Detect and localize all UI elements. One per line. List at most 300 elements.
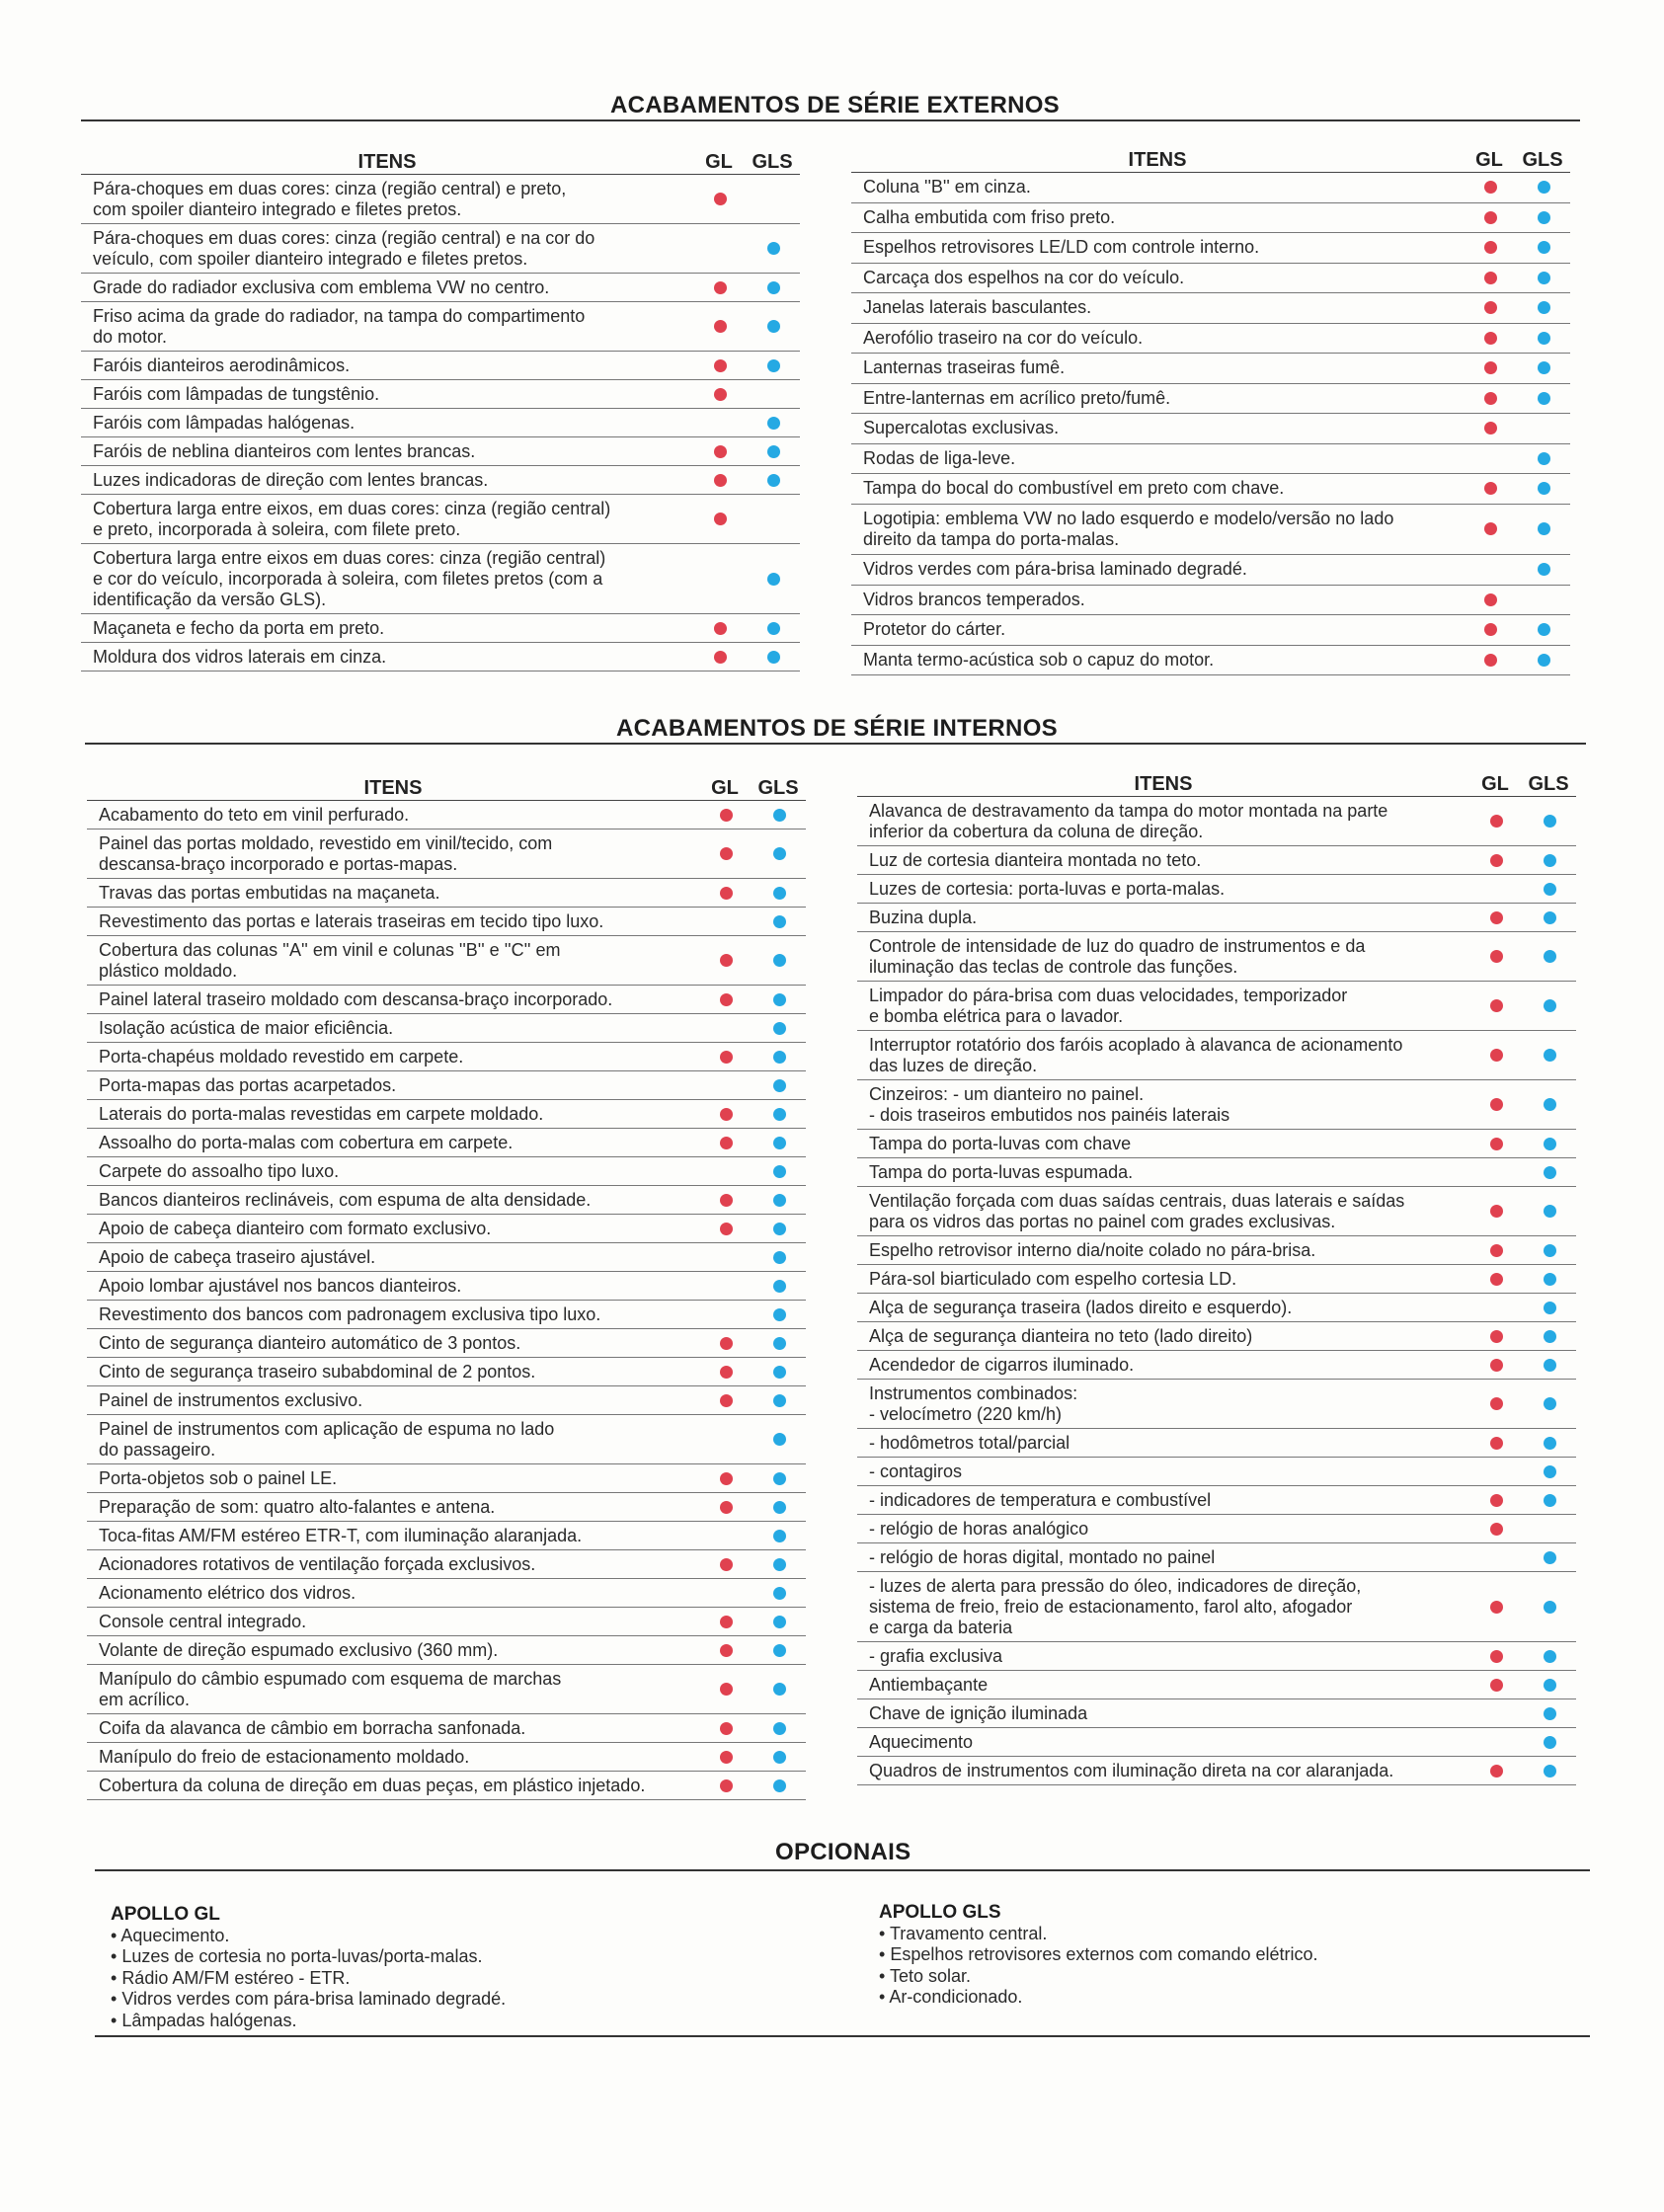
gls-included-dot <box>1544 1330 1556 1343</box>
gls-cell <box>1523 1707 1576 1720</box>
item-text: Limpador do pára-brisa com duas velocidades, temporizador e bomba elétrica para o lavador. <box>869 985 1348 1026</box>
gls-included-dot <box>773 1779 786 1792</box>
item-text: Vidros verdes com pára-brisa laminado degradé. <box>863 559 1247 580</box>
gl-cell <box>1469 1359 1523 1372</box>
gls-cell <box>1523 1397 1576 1410</box>
gl-cell <box>1469 1523 1523 1536</box>
gls-cell <box>1523 1166 1576 1179</box>
table-row <box>87 1329 806 1358</box>
gl-cell <box>699 1366 753 1379</box>
gls-included-dot <box>1544 1601 1556 1614</box>
table-row <box>851 444 1570 475</box>
table-row <box>81 175 800 224</box>
table-row <box>857 1130 1576 1158</box>
table-row <box>87 936 806 986</box>
gls-cell <box>753 1022 806 1035</box>
gls-cell <box>747 573 800 586</box>
item-text: Faróis com lâmpadas de tungstênio. <box>93 383 380 404</box>
gls-cell <box>1523 883 1576 896</box>
gls-included-dot <box>1544 1049 1556 1062</box>
gls-included-dot <box>773 1051 786 1064</box>
item-text: Antiembaçante <box>869 1674 989 1695</box>
table-row <box>87 1665 806 1714</box>
table-row <box>81 643 800 672</box>
gl-included-dot <box>714 474 727 487</box>
gl-included-dot <box>1490 1273 1503 1286</box>
table-row <box>857 797 1576 846</box>
gl-cell <box>1469 1679 1523 1692</box>
table-row <box>851 586 1570 616</box>
item-text: Acionamento elétrico dos vidros. <box>99 1582 357 1603</box>
table-row <box>87 1493 806 1522</box>
gls-cell <box>753 1530 806 1542</box>
gl-cell <box>693 445 747 458</box>
gl-cell <box>1464 181 1517 194</box>
gls-cell <box>1523 1437 1576 1450</box>
gls-included-dot <box>1544 1494 1556 1507</box>
item-text: Revestimento dos bancos com padronagem exclusiva tipo luxo. <box>99 1304 601 1324</box>
item-text: Cobertura da coluna de direção em duas peças, em plástico injetado. <box>99 1775 646 1795</box>
gls-cell <box>1517 392 1570 405</box>
gl-included-dot <box>1484 332 1497 345</box>
gls-included-dot <box>1538 272 1550 284</box>
gl-cell <box>693 474 747 487</box>
gl-cell <box>699 1137 753 1149</box>
gls-cell <box>753 1616 806 1628</box>
gls-included-dot <box>1544 1707 1556 1720</box>
gl-included-dot <box>1490 1523 1503 1536</box>
gl-cell <box>699 1051 753 1064</box>
table-row <box>857 1380 1576 1429</box>
item-text: Painel de instrumentos com aplicação de espuma no lado do passageiro. <box>99 1418 555 1460</box>
gls-included-dot <box>1544 1302 1556 1314</box>
externos-title: ACABAMENTOS DE SÉRIE EXTERNOS <box>610 92 1060 118</box>
gl-cell <box>699 1337 753 1350</box>
table-row <box>857 1080 1576 1130</box>
gl-included-dot <box>1484 301 1497 314</box>
gl-cell <box>1469 1765 1523 1778</box>
table-row <box>87 801 806 830</box>
column-header-gl: GL <box>705 151 733 173</box>
gl-included-dot <box>1484 272 1497 284</box>
gls-cell <box>753 1366 806 1379</box>
gls-cell <box>753 1433 806 1446</box>
gl-cell <box>699 954 753 967</box>
table-row <box>87 986 806 1014</box>
gls-included-dot <box>1538 181 1550 194</box>
gl-cell <box>1464 332 1517 345</box>
gl-cell <box>699 1683 753 1696</box>
gls-included-dot <box>773 809 786 822</box>
gls-included-dot <box>1544 1205 1556 1218</box>
item-text: Cinzeiros: - um dianteiro no painel. - dois traseiros embutidos nos painéis laterais <box>869 1083 1230 1125</box>
item-text: Cinto de segurança traseiro subabdominal de 2 pontos. <box>99 1361 536 1382</box>
table-row <box>857 1158 1576 1187</box>
table-row <box>87 1522 806 1550</box>
gls-cell <box>753 1108 806 1121</box>
list-item: • Lâmpadas halógenas. <box>111 2011 753 2032</box>
gls-cell <box>1523 1650 1576 1663</box>
gls-cell <box>753 1394 806 1407</box>
gls-cell <box>753 1165 806 1178</box>
item-text: Acionadores rotativos de ventilação forçada exclusivos. <box>99 1553 536 1574</box>
gl-cell <box>1464 593 1517 606</box>
gl-included-dot <box>1490 1650 1503 1663</box>
gl-cell <box>1469 1244 1523 1257</box>
table-row <box>87 1464 806 1493</box>
gls-cell <box>1523 1601 1576 1614</box>
item-text: Bancos dianteiros reclináveis, com espuma de alta densidade. <box>99 1189 592 1210</box>
gl-included-dot <box>720 847 733 860</box>
gls-included-dot <box>773 1683 786 1696</box>
item-text: Alça de segurança dianteira no teto (lado direito) <box>869 1325 1253 1346</box>
item-text: Porta-mapas das portas acarpetados. <box>99 1074 397 1095</box>
gls-cell <box>747 474 800 487</box>
column-header-gls: GLS <box>1522 149 1563 171</box>
gls-cell <box>1523 1098 1576 1111</box>
item-text: - relógio de horas analógico <box>869 1518 1089 1539</box>
item-text: Pára-choques em duas cores: cinza (região central) e na cor do veículo, com spoiler dianteiro integrado e filetes pretos. <box>93 227 595 269</box>
table-row <box>857 904 1576 932</box>
table-row <box>87 1215 806 1243</box>
column-header-itens: ITENS <box>1134 773 1193 795</box>
gl-cell <box>699 1779 753 1792</box>
gl-included-dot <box>1484 392 1497 405</box>
gl-cell <box>1469 854 1523 867</box>
item-text: Manípulo do freio de estacionamento moldado. <box>99 1746 470 1767</box>
item-text: Alça de segurança traseira (lados direito e esquerdo). <box>869 1297 1293 1317</box>
gls-included-dot <box>773 1616 786 1628</box>
gl-included-dot <box>720 1194 733 1207</box>
gls-included-dot <box>1538 563 1550 576</box>
gl-included-dot <box>720 1223 733 1235</box>
gls-cell <box>753 809 806 822</box>
item-text: Tampa do bocal do combustível em preto com chave. <box>863 478 1285 499</box>
gls-cell <box>753 1337 806 1350</box>
gls-cell <box>1523 1273 1576 1286</box>
gls-cell <box>753 1223 806 1235</box>
opcionais-title: OPCIONAIS <box>775 1839 911 1865</box>
externos-left-table <box>81 148 800 672</box>
gls-included-dot <box>1544 1359 1556 1372</box>
list-item: • Ar-condicionado. <box>879 1987 1521 2009</box>
gls-included-dot <box>1538 361 1550 374</box>
gls-included-dot <box>1544 1244 1556 1257</box>
gls-cell <box>1523 999 1576 1012</box>
gls-cell <box>753 1722 806 1735</box>
item-text: Lanternas traseiras fumê. <box>863 357 1066 378</box>
item-text: Cobertura larga entre eixos, em duas cores: cinza (região central) e preto, incorporada à soleira, com filete preto. <box>93 498 611 539</box>
gls-included-dot <box>767 417 780 430</box>
table-row <box>857 1322 1576 1351</box>
table-row <box>851 414 1570 444</box>
item-text: Laterais do porta-malas revestidas em carpete moldado. <box>99 1103 544 1124</box>
gl-included-dot <box>1484 181 1497 194</box>
gl-cell <box>1464 623 1517 636</box>
gls-included-dot <box>1544 815 1556 828</box>
item-text: Grade do radiador exclusiva com emblema VW no centro. <box>93 276 550 297</box>
list-item: • Vidros verdes com pára-brisa laminado degradé. <box>111 1989 753 2011</box>
gl-cell <box>699 993 753 1006</box>
gls-included-dot <box>1538 654 1550 667</box>
gls-cell <box>753 915 806 928</box>
gl-cell <box>1469 1397 1523 1410</box>
gl-included-dot <box>720 1683 733 1696</box>
gls-included-dot <box>1538 452 1550 465</box>
item-text: Luz de cortesia dianteira montada no teto. <box>869 849 1202 870</box>
gls-cell <box>753 887 806 900</box>
gl-cell <box>699 1194 753 1207</box>
item-text: Aquecimento <box>869 1731 974 1752</box>
gls-cell <box>753 1558 806 1571</box>
gls-cell <box>753 1137 806 1149</box>
gl-included-dot <box>1484 211 1497 224</box>
table-row <box>851 646 1570 676</box>
table-row <box>87 908 806 936</box>
item-text: Cinto de segurança dianteiro automático de 3 pontos. <box>99 1332 521 1353</box>
gls-included-dot <box>773 1165 786 1178</box>
gls-included-dot <box>773 1337 786 1350</box>
table-row <box>857 1294 1576 1322</box>
item-text: Chave de ignição iluminada <box>869 1702 1088 1723</box>
table-header <box>81 148 800 175</box>
table-row <box>857 1458 1576 1486</box>
list-item: • Teto solar. <box>879 1966 1521 1988</box>
gls-cell <box>1523 1465 1576 1478</box>
gl-included-dot <box>1484 593 1497 606</box>
item-text: Pára-choques em duas cores: cinza (região central) e preto, com spoiler dianteiro integrado e filetes pretos. <box>93 178 567 219</box>
table-row <box>81 352 800 380</box>
gl-included-dot <box>720 1366 733 1379</box>
table-row <box>87 1608 806 1636</box>
gl-included-dot <box>714 281 727 294</box>
gls-included-dot <box>773 1223 786 1235</box>
opcionais-gls <box>879 1902 1521 2009</box>
table-row <box>851 233 1570 264</box>
gls-included-dot <box>1544 1138 1556 1150</box>
gl-cell <box>699 1722 753 1735</box>
item-text: Console central integrado. <box>99 1611 307 1631</box>
item-text: Coifa da alavanca de câmbio em borracha sanfonada. <box>99 1717 526 1738</box>
gl-cell <box>1469 1650 1523 1663</box>
gls-cell <box>753 1472 806 1485</box>
column-header-gls: GLS <box>752 151 793 173</box>
gls-included-dot <box>1538 211 1550 224</box>
table-row <box>857 1699 1576 1728</box>
table-row <box>81 466 800 495</box>
gls-cell <box>1523 1138 1576 1150</box>
gls-included-dot <box>773 1530 786 1542</box>
table-row <box>87 1386 806 1415</box>
gls-included-dot <box>1544 1397 1556 1410</box>
gl-cell <box>1464 241 1517 254</box>
table-row <box>851 615 1570 646</box>
table-row <box>87 1579 806 1608</box>
item-text: Painel de instrumentos exclusivo. <box>99 1389 363 1410</box>
gl-included-dot <box>720 1616 733 1628</box>
table-row <box>81 614 800 643</box>
gls-included-dot <box>773 993 786 1006</box>
gl-included-dot <box>1490 911 1503 924</box>
table-row <box>857 1265 1576 1294</box>
gl-cell <box>693 622 747 635</box>
table-row <box>857 1642 1576 1671</box>
item-text: Controle de intensidade de luz do quadro de instrumentos e da iluminação das teclas de controle das funções. <box>869 935 1366 977</box>
gl-included-dot <box>720 1501 733 1514</box>
gl-included-dot <box>1484 361 1497 374</box>
item-text: Tampa do porta-luvas com chave <box>869 1133 1132 1153</box>
table-row <box>87 1301 806 1329</box>
gls-cell <box>1523 1205 1576 1218</box>
table-row <box>87 1772 806 1800</box>
gls-cell <box>747 651 800 664</box>
opcionais-gls-title: APOLLO GLS <box>879 1902 1001 1923</box>
gls-cell <box>1523 1330 1576 1343</box>
item-text: Apoio de cabeça dianteiro com formato exclusivo. <box>99 1218 492 1238</box>
item-text: Espelho retrovisor interno dia/noite colado no pára-brisa. <box>869 1239 1316 1260</box>
gl-cell <box>1469 1437 1523 1450</box>
gl-included-dot <box>1484 623 1497 636</box>
gls-included-dot <box>773 1472 786 1485</box>
gls-included-dot <box>1538 301 1550 314</box>
gl-included-dot <box>1490 1601 1503 1614</box>
externos-right-table <box>851 146 1570 675</box>
gls-included-dot <box>773 1366 786 1379</box>
table-row <box>857 1486 1576 1515</box>
table-row <box>857 1671 1576 1699</box>
gls-included-dot <box>773 954 786 967</box>
item-text: Faróis de neblina dianteiros com lentes brancas. <box>93 440 476 461</box>
gl-cell <box>1469 1273 1523 1286</box>
item-text: Acabamento do teto em vinil perfurado. <box>99 804 410 825</box>
gls-cell <box>1523 1679 1576 1692</box>
table-row <box>87 1071 806 1100</box>
item-text: Luzes de cortesia: porta-luvas e porta-malas. <box>869 878 1226 899</box>
item-text: Porta-chapéus moldado revestido em carpete. <box>99 1046 464 1066</box>
item-text: Janelas laterais basculantes. <box>863 297 1092 318</box>
table-row <box>87 1550 806 1579</box>
gl-cell <box>1469 1049 1523 1062</box>
table-row <box>857 982 1576 1031</box>
gl-included-dot <box>1490 1494 1503 1507</box>
gls-cell <box>753 847 806 860</box>
gls-cell <box>1523 1049 1576 1062</box>
item-text: Vidros brancos temperados. <box>863 589 1085 609</box>
item-text: Coluna ''B'' em cinza. <box>863 177 1031 198</box>
gl-included-dot <box>720 1394 733 1407</box>
gl-cell <box>1469 1138 1523 1150</box>
gls-included-dot <box>773 887 786 900</box>
gls-included-dot <box>1538 623 1550 636</box>
gls-included-dot <box>1544 854 1556 867</box>
gls-cell <box>753 1280 806 1293</box>
item-text: Cobertura das colunas ''A'' em vinil e colunas ''B'' e ''C'' em plástico moldado. <box>99 939 561 981</box>
gls-cell <box>1523 854 1576 867</box>
gl-included-dot <box>1484 482 1497 495</box>
gl-included-dot <box>720 1644 733 1657</box>
table-row <box>851 474 1570 505</box>
table-row <box>81 495 800 544</box>
gls-cell <box>1517 623 1570 636</box>
table-row <box>851 384 1570 415</box>
item-text: Acendedor de cigarros iluminado. <box>869 1354 1135 1375</box>
gl-cell <box>699 1472 753 1485</box>
gl-cell <box>1469 1330 1523 1343</box>
item-text: Carpete do assoalho tipo luxo. <box>99 1160 340 1181</box>
gls-cell <box>747 281 800 294</box>
gl-included-dot <box>714 622 727 635</box>
gls-cell <box>1517 181 1570 194</box>
gl-cell <box>1464 301 1517 314</box>
table-row <box>857 1236 1576 1265</box>
gls-cell <box>1523 815 1576 828</box>
item-text: Painel lateral traseiro moldado com descansa-braço incorporado. <box>99 988 613 1009</box>
gl-included-dot <box>720 1472 733 1485</box>
gls-cell <box>753 1751 806 1764</box>
opcionais-gl-title: APOLLO GL <box>111 1904 220 1925</box>
gl-included-dot <box>1490 1098 1503 1111</box>
item-text: Travas das portas embutidas na maçaneta. <box>99 882 440 903</box>
gl-cell <box>1469 950 1523 963</box>
item-text: - hodômetros total/parcial <box>869 1432 1070 1453</box>
item-text: Faróis dianteiros aerodinâmicos. <box>93 355 351 375</box>
gl-cell <box>699 1616 753 1628</box>
gls-cell <box>1517 654 1570 667</box>
table-row <box>81 437 800 466</box>
gl-cell <box>699 1108 753 1121</box>
table-row <box>87 1743 806 1772</box>
gls-cell <box>747 320 800 333</box>
gls-cell <box>747 622 800 635</box>
gls-included-dot <box>767 622 780 635</box>
gls-included-dot <box>1544 1098 1556 1111</box>
gls-included-dot <box>773 1558 786 1571</box>
gl-cell <box>1464 422 1517 434</box>
gls-included-dot <box>773 1644 786 1657</box>
gls-included-dot <box>773 1022 786 1035</box>
gl-included-dot <box>1490 1244 1503 1257</box>
table-row <box>81 302 800 352</box>
item-text: Instrumentos combinados: - velocímetro (220 km/h) <box>869 1382 1078 1424</box>
table-row <box>87 1157 806 1186</box>
item-text: Moldura dos vidros laterais em cinza. <box>93 646 387 667</box>
gls-cell <box>1517 361 1570 374</box>
gls-included-dot <box>1538 482 1550 495</box>
gl-cell <box>699 1558 753 1571</box>
gls-included-dot <box>1544 1679 1556 1692</box>
item-text: Apoio lombar ajustável nos bancos dianteiros. <box>99 1275 462 1296</box>
gls-cell <box>753 954 806 967</box>
gls-included-dot <box>773 1722 786 1735</box>
gls-included-dot <box>773 1501 786 1514</box>
gl-included-dot <box>720 809 733 822</box>
item-text: Maçaneta e fecho da porta em preto. <box>93 617 385 638</box>
item-text: Protetor do cárter. <box>863 619 1006 640</box>
table-row <box>857 1187 1576 1236</box>
list-item: • Aquecimento. <box>111 1926 753 1947</box>
gls-included-dot <box>1544 1437 1556 1450</box>
table-row <box>857 1351 1576 1380</box>
table-row <box>857 1757 1576 1785</box>
gls-cell <box>753 1051 806 1064</box>
gl-included-dot <box>720 1337 733 1350</box>
bottom-rule <box>95 2035 1590 2037</box>
gls-included-dot <box>767 474 780 487</box>
item-text: Espelhos retrovisores LE/LD com controle interno. <box>863 237 1260 258</box>
gls-cell <box>1523 1494 1576 1507</box>
table-row <box>857 1728 1576 1757</box>
gls-cell <box>1517 563 1570 576</box>
